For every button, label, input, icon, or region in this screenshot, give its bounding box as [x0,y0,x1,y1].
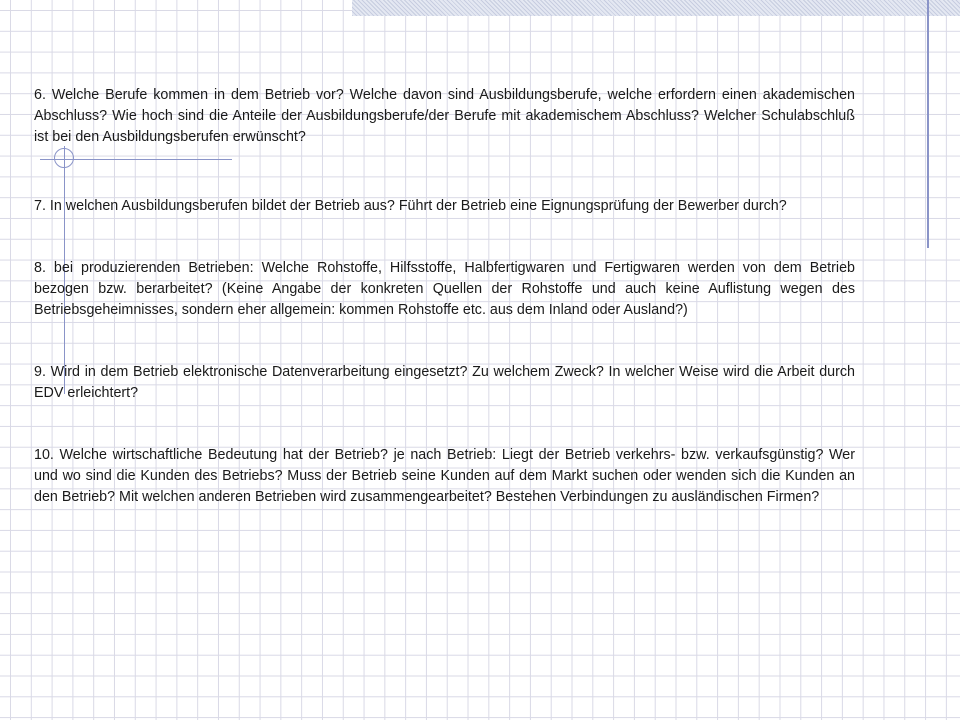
question-7: 7. In welchen Ausbildungsberufen bildet der Betrieb aus? Führt der Betrieb eine Eignungsprüfung der Bewerber durch? [34,198,787,214]
header-pattern-band [352,0,960,16]
question-10: 10. Welche wirtschaftliche Bedeutung hat der Betrieb? je nach Betrieb: Liegt der Betrieb verkehrs- bzw. verkaufsgünstig? Wer und wo sind die Kunden des Betriebs? Muss der Betrieb seine Kunden auf dem Markt suchen oder wenden sich die Kunden an den Betrieb? Mit welchen anderen Betrieben wird zusammengearbeitet? Bestehen Verbindungen zu ausländischen Firmen? [34,447,855,505]
question-list [34,85,855,556]
decorative-vertical-line-right [927,0,929,248]
question-8: 8. bei produzierenden Betrieben: Welche Rohstoffe, Hilfsstoffe, Halbfertigwaren und Fertigwaren werden von dem Betrieb bezogen bzw. berarbeitet? (Keine Angabe der konkreten Quellen der Rohstoffe und auch keine Auflistung wegen des Betriebsgeheimnisses, sondern eher allgemein: kommen Rohstoffe etc. aus dem Inland oder Ausland?) [34,260,855,318]
question-9: 9. Wird in dem Betrieb elektronische Datenverarbeitung eingesetzt? Zu welchem Zweck? In welcher Weise wird die Arbeit durch EDV erleichtert? [34,364,855,401]
question-6: 6. Welche Berufe kommen in dem Betrieb vor? Welche davon sind Ausbildungsberufe, welche erfordern einen akademischen Abschluss? Wie hoch sind die Anteile der Ausbildungsberufe/der Berufe mit akademischem Abschluss? Welcher Schulabschluß ist bei den Ausbildungsberufen erwünscht? [34,87,855,145]
